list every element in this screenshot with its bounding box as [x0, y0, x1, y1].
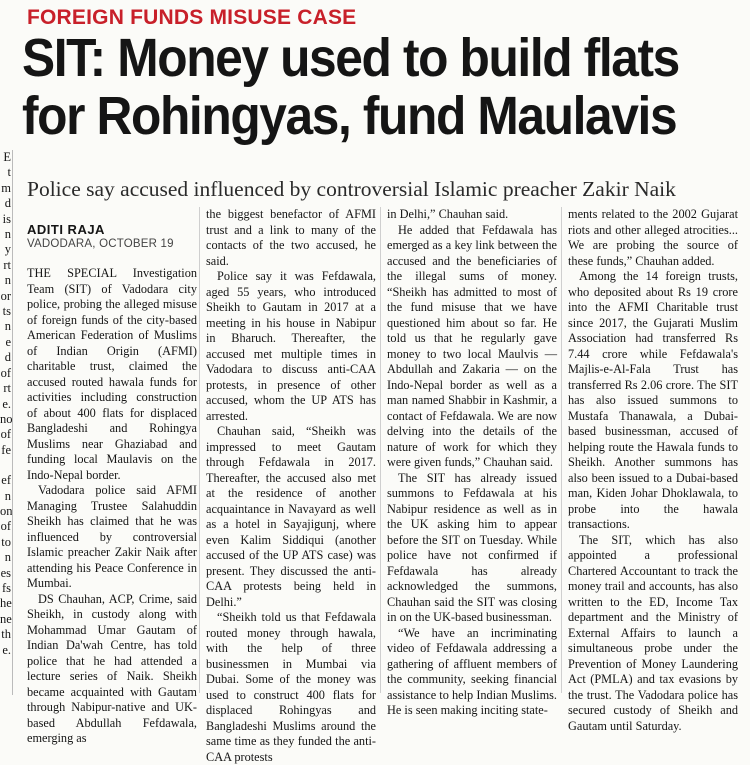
- paragraph: DS Chauhan, ACP, Crime, said Sheikh, in custody along with Mohammad Umar Gautam of Indian Da'wah Centre, has told police that he had attended a lecture series of Naik. Sheikh became acquainted with Gautam through Nabipur-native and UK-based Abdullah Fefdawala, emerging as: [27, 591, 197, 745]
- paragraph: ments related to the 2002 Gujarat riots and other alleged atrocities... We are probing the source of these funds,” Chauhan added.: [568, 207, 738, 268]
- fragment-text: t: [7, 165, 11, 180]
- fragment-text: rt: [3, 381, 11, 396]
- paragraph: Among the 14 foreign trusts, who deposited about Rs 19 crore into the AFMI Charitable trust since 2017, the Gujarati Muslim Association had transferred Rs 7.44 crore while Fefdawala's Majlis-e-Al-Fala Trust has transferred Rs 2.06 crore. The SIT has also issued summons to Mustafa Thanawala, a Dubai-based businessman, accused of helping route the Hawala funds to Sheikh. Another summons has also been issued to a Dubai-based man, Kiden Johar Dhoklawala, to probe into the hawala transactions.: [568, 269, 738, 531]
- column-divider: [561, 207, 562, 693]
- subheadline: Police say accused influenced by controversial Islamic preacher Zakir Naik: [27, 177, 676, 201]
- fragment-text: es: [0, 565, 11, 580]
- fragment-text: to: [1, 534, 11, 549]
- fragment-text: [0, 458, 12, 473]
- byline: ADITI RAJA: [27, 222, 105, 237]
- fragment-text: n: [4, 550, 11, 565]
- article-column-4: [568, 207, 738, 734]
- fragment-text: ne: [0, 611, 12, 626]
- paragraph: in Delhi,” Chauhan said.: [387, 207, 509, 221]
- fragment-text: d: [4, 350, 11, 365]
- dateline: VADODARA, OCTOBER 19: [27, 238, 174, 250]
- column-divider: [380, 207, 381, 693]
- fragment-text: n: [4, 273, 11, 288]
- fragment-text: e: [5, 334, 11, 349]
- fragment-text: ef: [1, 473, 11, 488]
- headline: [22, 29, 690, 145]
- fragment-text: fe: [1, 442, 11, 457]
- paragraph: the biggest benefactor of AFMI trust and a link to many of the contacts of the two accused, he said.: [206, 207, 376, 268]
- article-column-1: [27, 266, 197, 747]
- article-column-3: [387, 207, 557, 719]
- column-divider: [199, 207, 200, 693]
- article-column-2: [206, 207, 376, 765]
- adjacent-article-strip: [0, 150, 13, 695]
- fragment-text: rt: [3, 257, 11, 272]
- fragment-text: m: [1, 180, 11, 195]
- fragment-text: e.: [2, 642, 11, 657]
- fragment-text: n: [4, 227, 11, 242]
- fragment-text: ts: [2, 304, 11, 319]
- fragment-text: e.: [2, 396, 11, 411]
- fragment-text: E: [3, 150, 11, 164]
- paragraph: “We have an incriminating video of Fefdawala addressing a gathering of affluent members of the community, seeking financial assistance to help Indian Muslims. He is seen making inciting state-: [387, 625, 557, 717]
- headline-line-1: SIT: Money used to build flats: [22, 28, 679, 88]
- paragraph: Chauhan said, “Sheikh was impressed to meet Gautam through Fefdawala in 2017. Thereafter, the accused also met at the residence of another acquaintance in Navayard as well as a hotel in Sayajigunj, where even Kalim Siddiqui (another accused of the UP ATS case) was present. They discussed the anti-CAA protests being held in Delhi.”: [206, 424, 376, 609]
- paragraph: THE SPECIAL Investigation Team (SIT) of Vadodara city police, probing the alleged misuse of foreign funds of the city-based American Federation of Muslims of Indian Origin (AFMI) charitable trust, claimed the accused routed hawala funds for activities including construction of about 400 flats for displaced Bangladeshi and Rohingya Muslims near Ghaziabad and funding local Maulavis on the Indo-Nepal border.: [27, 266, 197, 482]
- fragment-text: on: [0, 503, 13, 518]
- headline-line-2: for Rohingyas, fund Maulavis: [22, 86, 677, 146]
- paragraph: Police say it was Fefdawala, aged 55 years, who introduced Sheikh to Gautam in 2017 at a meeting in his house in Nabipur in Bharuch. Thereafter, the accused met multiple times in Vadodara to discuss anti-CAA protests, in presence of other accused, whom the UP ATS has arrested.: [206, 269, 376, 423]
- fragment-text: is: [2, 211, 11, 226]
- fragment-text: or: [0, 288, 11, 303]
- paragraph: The SIT has already issued summons to Fefdawala at his Nabipur residence as well as in the UK asking him to appear before the SIT on Tuesday. While police have not confirmed if Fefdawala has already acknowledged the summons, Chauhan said the SIT was closing in on the UK-based businessman.: [387, 470, 557, 624]
- fragment-text: n: [4, 319, 11, 334]
- paragraph: He added that Fefdawala has emerged as a key link between the accused and the beneficiaries of the illegal sums of money. “Sheikh has admitted to most of the fund misuse that we have questioned him about so far. He told us that he regularly gave money to two local Maulvis — Abdullah and Zakaria — on the Indo-Nepal border as well as a man named Shabbir in Kashmir, a contact of Fefdawala. We are now delving into the details of the nature of work for which they were given funds,” Chauhan said.: [387, 222, 557, 469]
- fragment-text: of: [0, 427, 11, 442]
- fragment-text: d: [4, 196, 11, 211]
- fragment-text: fs: [1, 580, 11, 595]
- fragment-text: he: [0, 596, 12, 611]
- section-kicker: FOREIGN FUNDS MISUSE CASE: [27, 6, 357, 29]
- fragment-text: n: [4, 488, 11, 503]
- paragraph: “Sheikh told us that Fefdawala routed money through hawala, with the help of three businessmen in Mumbai via Dubai. Some of the money was used to construct 400 flats for displaced Rohingyas and Bangladeshi Muslims around the same time as they funded the anti-CAA protests: [206, 610, 376, 764]
- fragment-text: y: [4, 242, 11, 257]
- fragment-text: th: [1, 627, 11, 642]
- fragment-text: of: [0, 365, 11, 380]
- fragment-text: no: [0, 411, 13, 426]
- paragraph: The SIT, which has also appointed a professional Chartered Accountant to track the money trail and accounts, has also written to the ED, Income Tax department and the Ministry of External Affairs to launch a simultaneous probe under the Prevention of Money Laundering Act (PMLA) and tax evasions by the trust. The Vadodara police has secured custody of Sheikh and Gautam until Saturday.: [568, 532, 738, 733]
- paragraph: Vadodara police said AFMI Managing Trustee Salahuddin Sheikh has claimed that he was influenced by controversial Islamic preacher Zakir Naik after attending his Peace Conference in Mumbai.: [27, 483, 197, 590]
- fragment-text: of: [0, 519, 11, 534]
